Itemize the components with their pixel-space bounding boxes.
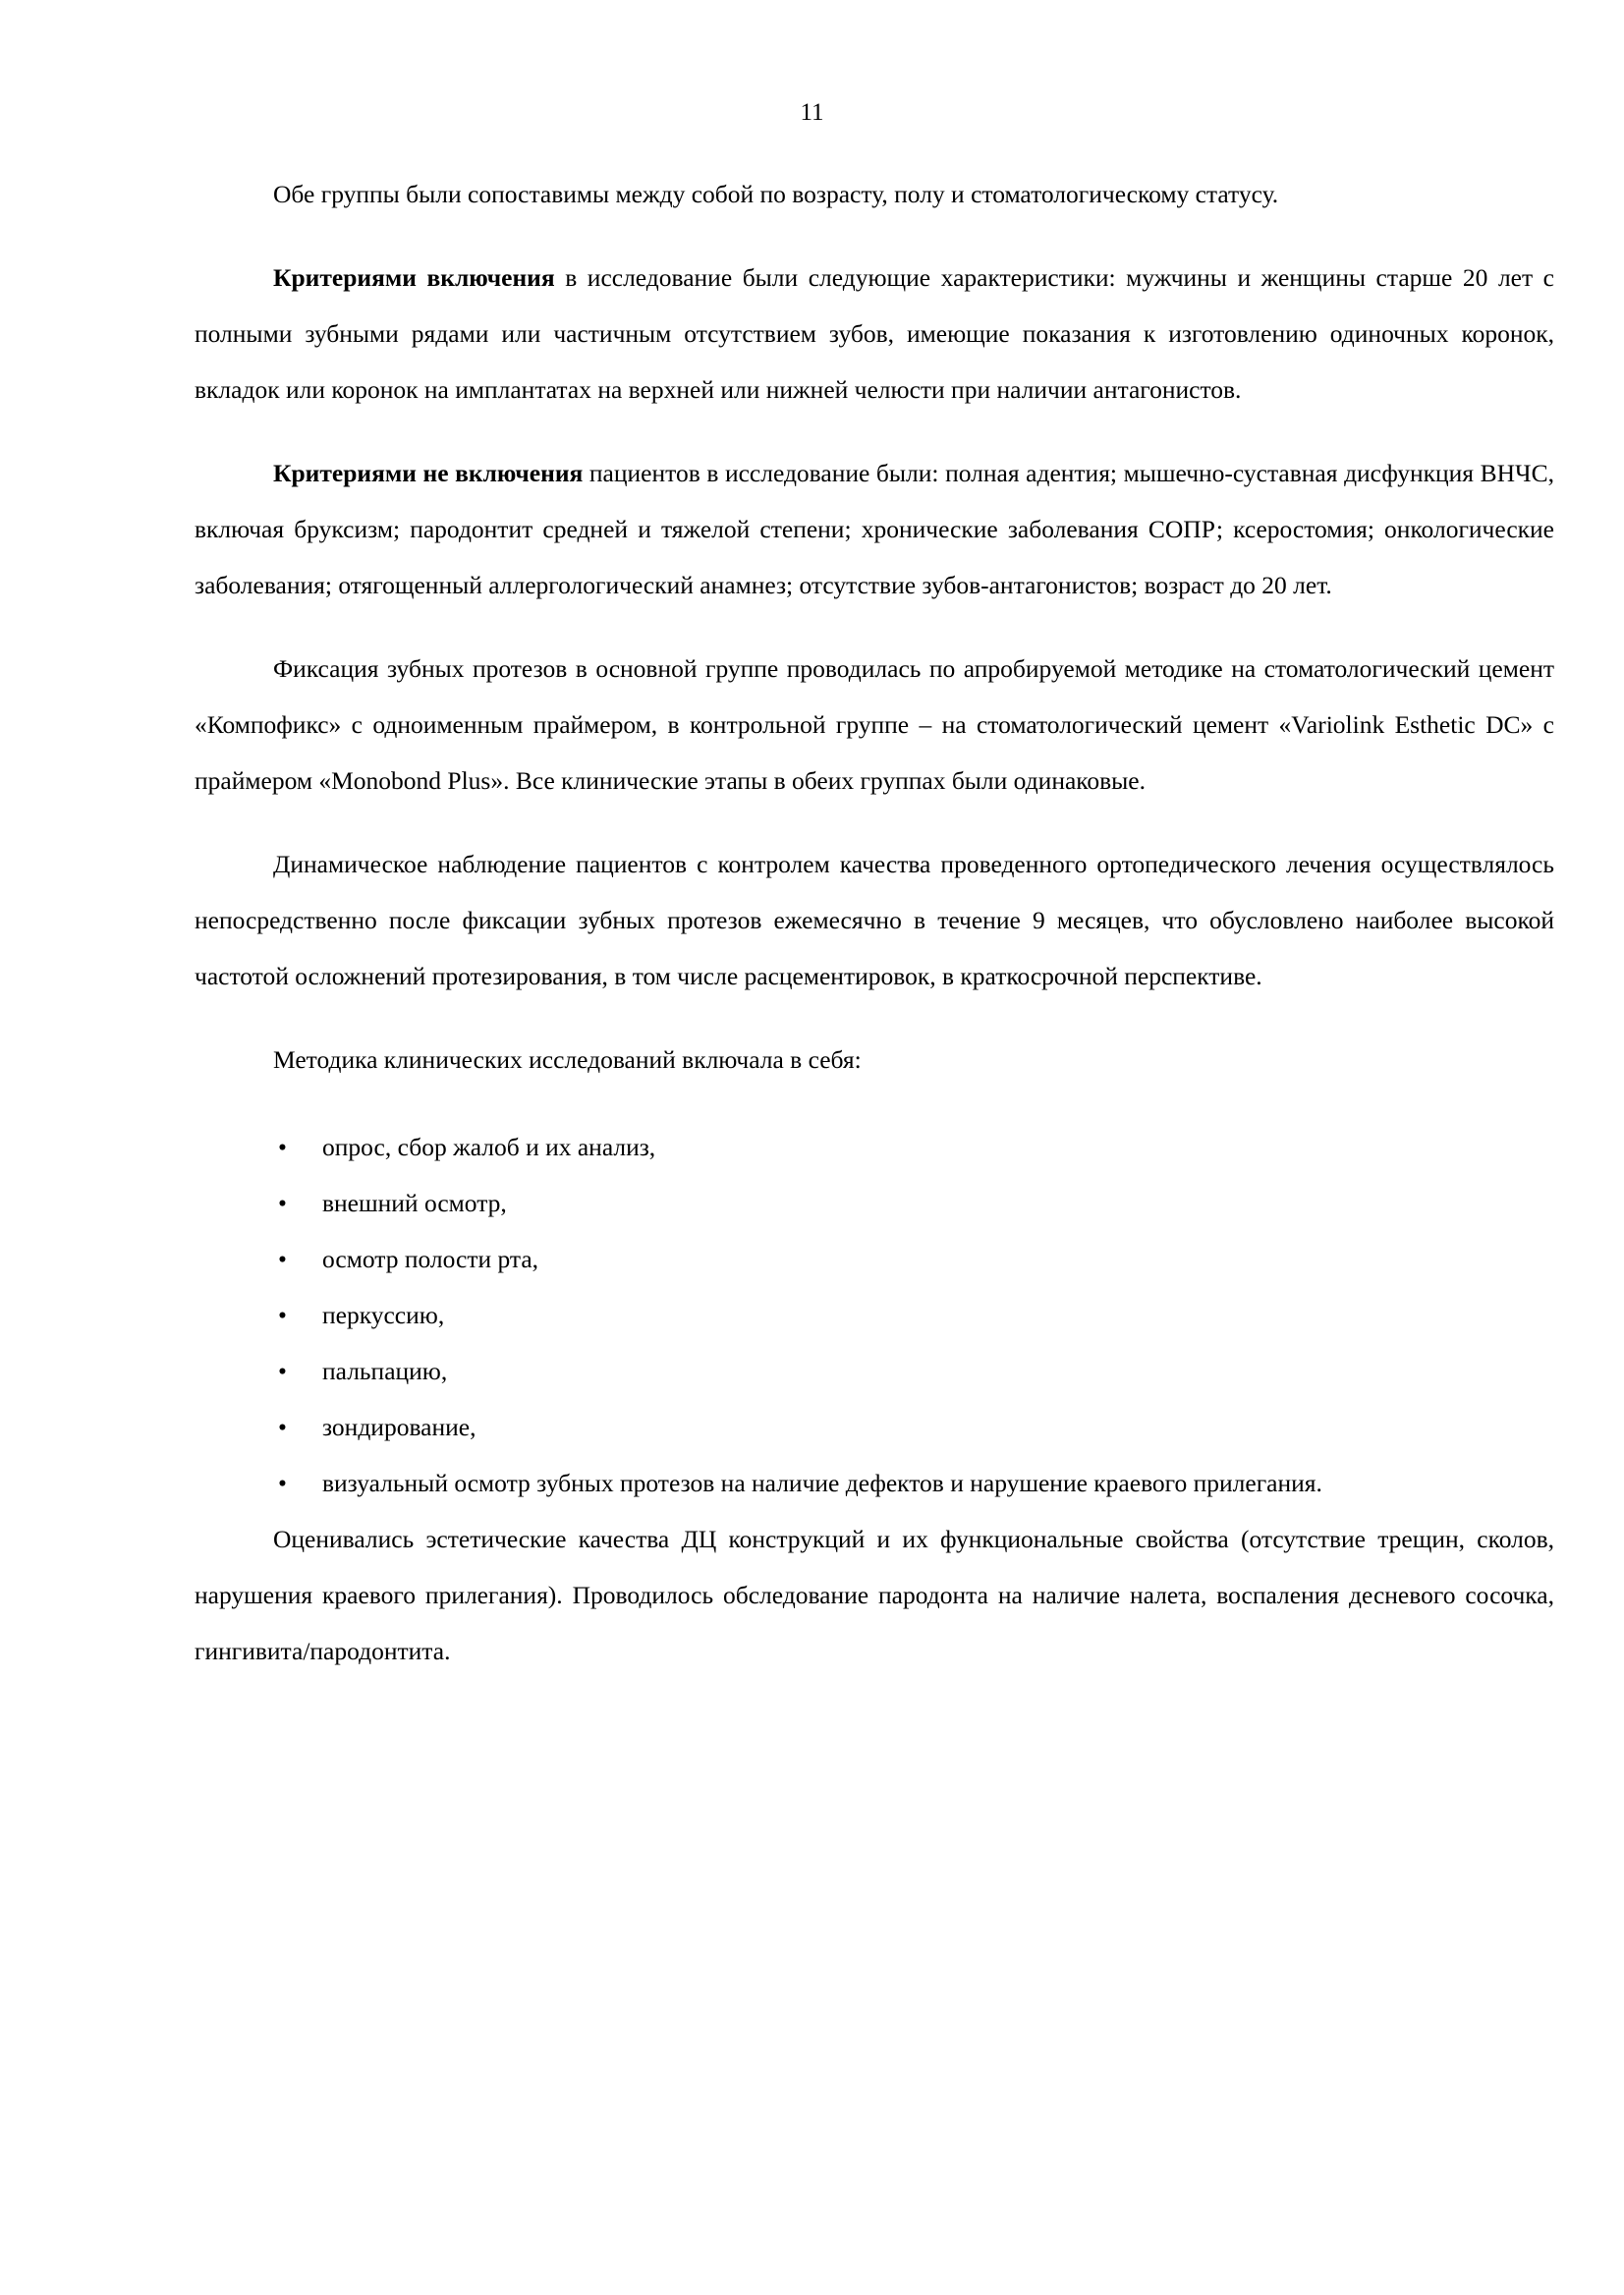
bullet-icon: • — [278, 1189, 287, 1217]
document-body — [195, 166, 1554, 1679]
bullet-icon: • — [278, 1357, 287, 1385]
paragraph-text: в исследование были следующие характеристики: мужчины и женщины старше 20 лет с полными зубными рядами или частичным отсутствием зубов, имеющие показания к изготовлению одиночных коронок, вкладок или коронок на имплантатах на верхней или нижней челюсти при наличии антагонистов. — [195, 263, 1554, 404]
list-item: • осмотр полости рта, — [195, 1231, 1554, 1287]
paragraph-methods-intro — [195, 1032, 1554, 1088]
list-item: • пальпацию, — [195, 1343, 1554, 1399]
bullet-icon: • — [278, 1301, 287, 1329]
bullet-icon: • — [278, 1133, 287, 1161]
paragraph-exclusion-criteria — [195, 445, 1554, 613]
list-item: • зондирование, — [195, 1399, 1554, 1455]
list-item: • опрос, сбор жалоб и их анализ, — [195, 1119, 1554, 1175]
page-number: 11 — [800, 99, 824, 126]
paragraph-text: Обе группы были сопоставимы между собой по возрасту, полу и стоматологическому статусу. — [273, 180, 1279, 208]
paragraph-dynamic-observation — [195, 836, 1554, 1004]
paragraph-groups-comparable — [195, 166, 1554, 222]
paragraph-evaluation — [195, 1511, 1554, 1679]
bullet-icon: • — [278, 1469, 287, 1497]
list-item: • перкуссию, — [195, 1287, 1554, 1343]
list-item: • внешний осмотр, — [195, 1175, 1554, 1231]
exclusion-criteria-heading: Критериями не включения — [273, 459, 584, 487]
inclusion-criteria-heading: Критериями включения — [273, 263, 555, 292]
paragraph-text: Оценивались эстетические качества ДЦ конструкций и их функциональные свойства (отсутствие трещин, сколов, нарушения краевого прилегания). Проводилось обследование пародонта на наличие налета, воспаления десневого сосочка, гингивита/пародонтита. — [195, 1525, 1554, 1665]
paragraph-text: пациентов в исследование были: полная адентия; мышечно-суставная дисфункция ВНЧС, включая бруксизм; пародонтит средней и тяжелой степени; хронические заболевания СОПР; ксеростомия; онкологические заболевания; отягощенный аллергологический анамнез; отсутствие зубов-антагонистов; возраст до 20 лет. — [195, 459, 1554, 599]
methods-list — [195, 1119, 1554, 1511]
list-item: • визуальный осмотр зубных протезов на наличие дефектов и нарушение краевого прилегания. — [195, 1455, 1554, 1511]
paragraph-text: Методика клинических исследований включала в себя: — [273, 1045, 862, 1074]
bullet-icon: • — [278, 1413, 287, 1441]
paragraph-prosthesis-fixation — [195, 641, 1554, 809]
paragraph-text: Динамическое наблюдение пациентов с контролем качества проведенного ортопедического лечения осуществлялось непосредственно после фиксации зубных протезов ежемесячно в течение 9 месяцев, что обусловлено наиболее высокой частотой осложнений протезирования, в том числе расцементировок, в краткосрочной перспективе. — [195, 850, 1554, 990]
paragraph-text: Фиксация зубных протезов в основной группе проводилась по апробируемой методике на стоматологический цемент «Компофикс» с одноименным праймером, в контрольной группе – на стоматологический цемент «Variolink Esthetic DC» с праймером «Monobond Plus». Все клинические этапы в обеих группах были одинаковые. — [195, 654, 1554, 795]
bullet-icon: • — [278, 1245, 287, 1273]
paragraph-inclusion-criteria — [195, 250, 1554, 418]
